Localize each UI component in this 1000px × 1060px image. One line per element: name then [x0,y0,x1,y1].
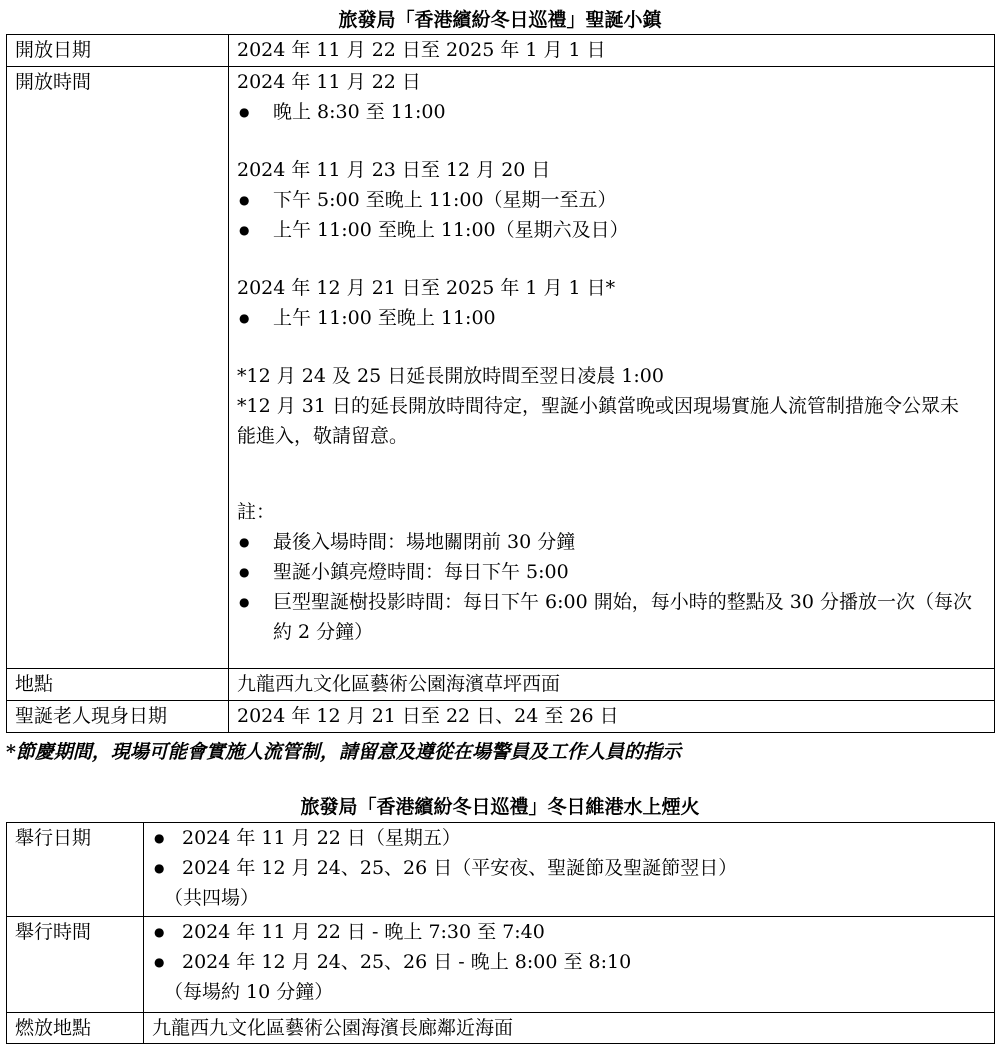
hours-item: ● 上午 11:00 至晚上 11:00（星期六及日） [237,215,976,245]
open-hours-cell [229,67,995,669]
open-dates-value: 2024 年 11 月 22 日至 2025 年 1 月 1 日 [229,35,995,67]
date-item: ● 2024 年 11 月 22 日（星期五） [148,823,994,853]
time-duration: （每場約 10 分鐘） [164,981,334,1003]
location-label: 地點 [7,669,229,701]
fireworks-table [6,822,995,1044]
hours-item: ● 晚上 8:30 至 11:00 [237,97,976,127]
time-item: ● 2024 年 11 月 22 日 - 晚上 7:30 至 7:40 [148,917,994,947]
date-item: ● 2024 年 12 月 24、25、26 日（平安夜、聖誕節及聖誕節翌日） [148,853,994,883]
christmas-town-table [6,34,995,733]
fireworks-title: 旅發局「香港繽紛冬日巡禮」冬日維港水上煙火 [300,796,700,818]
christmas-town-title: 旅發局「香港繽紛冬日巡禮」聖誕小鎮 [338,9,662,31]
date-range-2: 2024 年 11 月 23 日至 12 月 20 日 [237,159,551,181]
santa-dates-value: 2024 年 12 月 21 日至 22 日、24 至 26 日 [229,701,995,733]
open-dates-label: 開放日期 [7,35,229,67]
santa-dates-label: 聖誕老人現身日期 [7,701,229,733]
date-total: （共四場） [164,887,260,909]
event-date-cell [144,823,995,917]
location-value: 九龍西九文化區藝術公園海濱草坪西面 [229,669,995,701]
open-hours-label: 開放時間 [7,67,229,669]
extension-note-1: *12 月 24 及 25 日延長開放時間至翌日凌晨 1:00 [237,365,664,387]
date-range-3: 2024 年 12 月 21 日至 2025 年 1 月 1 日* [237,277,616,299]
extension-note-2: *12 月 31 日的延長開放時間待定，聖誕小鎮當晚或因現場實施人流管制措施令公眾未能進入，敬請留意。 [237,395,959,447]
hours-item: ● 下午 5:00 至晚上 11:00（星期一至五） [237,185,976,215]
time-item: ● 2024 年 12 月 24、25、26 日 - 晚上 8:00 至 8:10 [148,947,994,977]
event-time-label: 舉行時間 [7,917,144,1013]
hours-item: ● 上午 11:00 至晚上 11:00 [237,303,976,333]
event-date-label: 舉行日期 [7,823,144,917]
crowd-control-footnote: *節慶期間，現場可能會實施人流管制，請留意及遵從在場警員及工作人員的指示 [6,741,681,763]
remark-item: ● 巨型聖誕樹投影時間：每日下午 6:00 開始，每小時的整點及 30 分播放一次（每次約 2 分鐘） [237,587,976,647]
remark-item: ● 最後入場時間：場地關閉前 30 分鐘 [237,527,976,557]
date-range-1: 2024 年 11 月 22 日 [237,71,421,93]
remark-item: ● 聖誕小鎮亮燈時間：每日下午 5:00 [237,557,976,587]
venue-value: 九龍西九文化區藝術公園海濱長廊鄰近海面 [144,1013,995,1044]
event-time-cell [144,917,995,1013]
venue-label: 燃放地點 [7,1013,144,1044]
remarks-label: 註： [237,501,276,523]
